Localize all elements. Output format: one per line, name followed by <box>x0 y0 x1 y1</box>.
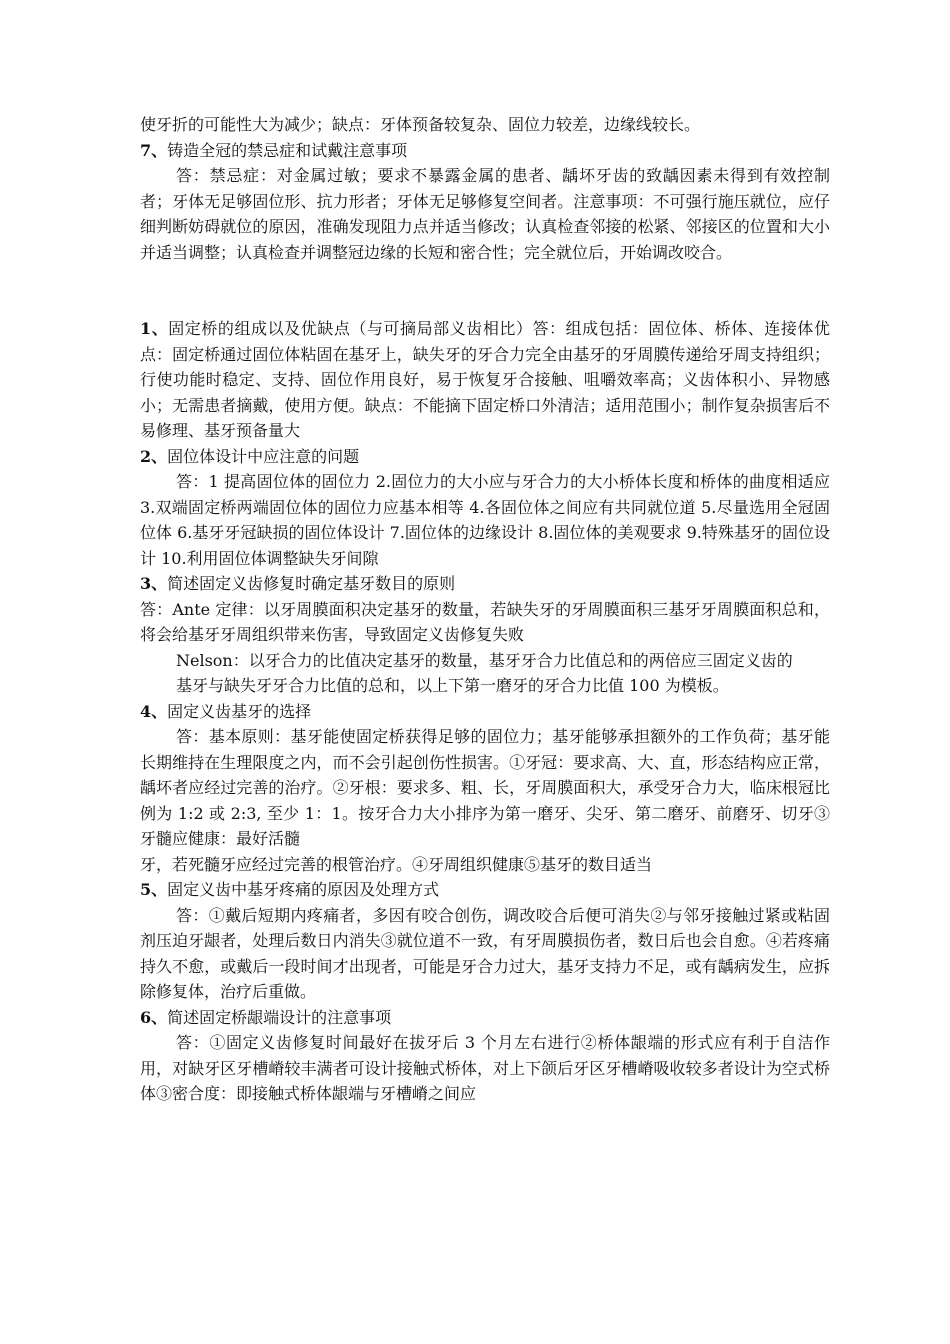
heading-2-title: 固位体设计中应注意的问题 <box>167 446 360 466</box>
heading-4-title: 固定义齿基牙的选择 <box>167 701 312 721</box>
answer-5: 答：①戴后短期内疼痛者，多因有咬合创伤，调改咬合后便可消失②与邻牙接触过紧或粘固剂压迫牙龈者，处理后数日内消失③就位道不一致，有牙周膜损伤者，数日后也会自愈。④若疼痛持久不愈，或戴后一段时间才出现者，可能是牙合力过大，基牙支持力不足，或有龋病发生，应拆除修复体，治疗后重做。 <box>140 905 830 1001</box>
heading-1-text: 固定桥的组成以及优缺点（与可摘局部义齿相比）答：组成包括：固位体、桥体、连接体优点：固定桥通过固位体粘固在基牙上，缺失牙的牙合力完全由基牙的牙周膜传递给牙周支持组织；行使功能时稳定、支持、固位作用良好，易于恢复牙合接触、咀嚼效率高；义齿体积小、异物感小；无需患者摘戴，使用方便。缺点：不能摘下固定桥口外清洁；适用范围小；制作复杂损害后不易修理、基牙预备量大 <box>140 319 830 440</box>
heading-4 <box>140 699 830 725</box>
heading-7 <box>140 138 830 164</box>
heading-1 <box>140 316 830 444</box>
answer-4-continuation: 牙，若死髓牙应经过完善的根管治疗。④牙周组织健康⑤基牙的数目适当 <box>140 854 653 874</box>
paragraph-continuation: 使牙折的可能性大为减少；缺点：牙体预备较复杂、固位力较差，边缘线较长。 <box>140 115 701 134</box>
heading-4-number: 4、 <box>140 701 168 721</box>
heading-5-number: 5、 <box>140 880 168 899</box>
heading-5 <box>140 877 830 903</box>
heading-2 <box>140 444 830 470</box>
heading-1-number: 1、 <box>140 319 169 338</box>
answer-2: 答：1 提高固位体的固位力 2.固位力的大小应与牙合力的大小桥体长度和桥体的曲度相适应 3.双端固定桥两端固位体的固位力应基本相等 4.各固位体之间应有共同就位道 5.尽量选用全冠固位体 6.基牙牙冠缺损的固位体设计 7.固位体的边缘设计 8.固位体的美观要求 9.特殊基牙的固位设计 10.利用固位体调整缺失牙间隙 <box>140 472 830 568</box>
heading-5-title: 固定义齿中基牙疼痛的原因及处理方式 <box>167 880 440 899</box>
heading-6 <box>140 1005 830 1031</box>
answer-3-ratio: 基牙与缺失牙牙合力比值的总和，以上下第一磨牙的牙合力比值 100 为模板。 <box>176 676 729 695</box>
section-gap <box>140 265 830 316</box>
heading-7-number: 7、 <box>140 140 168 160</box>
answer-3-nelson: Nelson：以牙合力的比值决定基牙的数量，基牙牙合力比值总和的两倍应三固定义齿的 <box>176 650 793 670</box>
answer-3-ante: 答：Ante 定律：以牙周膜面积决定基牙的数量，若缺失牙的牙周膜面积三基牙牙周膜面积总和，将会给基牙牙周组织带来伤害，导致固定义齿修复失败 <box>140 599 830 644</box>
heading-3-number: 3、 <box>140 574 168 593</box>
heading-6-number: 6、 <box>140 1007 168 1027</box>
heading-7-title: 铸造全冠的禁忌症和试戴注意事项 <box>167 140 408 160</box>
answer-4: 答：基本原则：基牙能使固定桥获得足够的固位力；基牙能够承担额外的工作负荷；基牙能长期维持在生理限度之内，而不会引起创伤性损害。①牙冠：要求高、大、直，形态结构应正常，龋坏者应经过完善的治疗。②牙根：要求多、粗、长，牙周膜面积大，承受牙合力大，临床根冠比例为 1:2 或 2:3, 至少 1：1。按牙合力大小排序为第一磨牙、尖牙、第二磨牙、前磨牙、切牙③牙髓应健康：最好活髓 <box>140 727 830 848</box>
heading-3-title: 简述固定义齿修复时确定基牙数目的原则 <box>167 574 456 593</box>
heading-6-title: 简述固定桥龈端设计的注意事项 <box>167 1007 392 1027</box>
answer-6: 答：①固定义齿修复时间最好在拔牙后 3 个月左右进行②桥体龈端的形式应有利于自洁作用，对缺牙区牙槽嵴较丰满者可设计接触式桥体，对上下颌后牙区牙槽嵴吸收较多者设计为空式桥体③密合度：即接触式桥体龈端与牙槽嵴之间应 <box>140 1033 830 1103</box>
heading-3 <box>140 571 830 597</box>
heading-2-number: 2、 <box>140 446 168 466</box>
answer-7: 答：禁忌症：对金属过敏；要求不暴露金属的患者、龋坏牙齿的致龋因素未得到有效控制者；牙体无足够固位形、抗力形者；牙体无足够修复空间者。注意事项：不可强行施压就位，应仔细判断妨碍就位的原因，准确发现阻力点并适当修改；认真检查邻接的松紧、邻接区的位置和大小并适当调整；认真检查并调整冠边缘的长短和密合性；完全就位后，开始调改咬合。 <box>140 166 830 262</box>
document-page <box>140 112 830 1107</box>
